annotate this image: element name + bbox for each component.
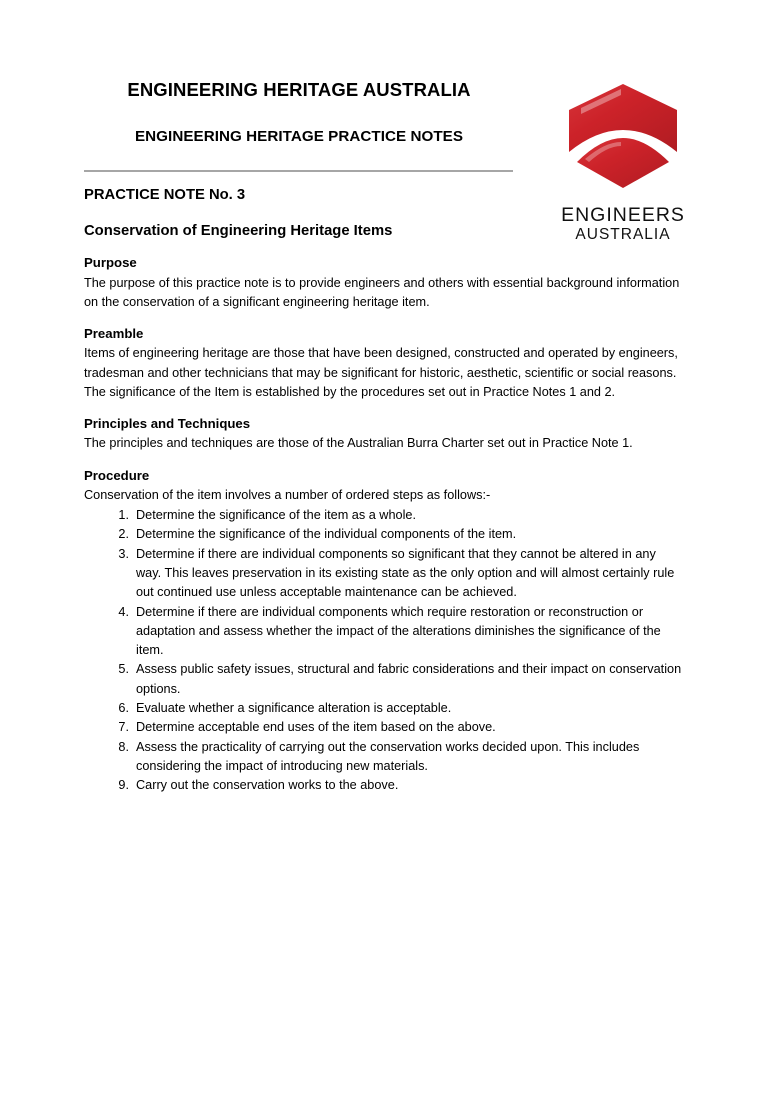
hexagon-logo-icon [561, 80, 685, 194]
procedure-intro: Conservation of the item involves a number of ordered steps as follows:- [84, 487, 491, 502]
list-item-text: Assess the practicality of carrying out the conservation works decided upon. This includes considering the impact of introducing new materials. [136, 739, 640, 773]
document-header [84, 78, 514, 146]
list-item [84, 776, 684, 795]
logo-word-engineers: ENGINEERS [561, 204, 685, 226]
list-item [84, 603, 684, 661]
page-title: ENGINEERING HERITAGE AUSTRALIA [127, 79, 471, 100]
list-item-number: 1. [118, 508, 129, 523]
section-heading-procedure: Procedure [84, 467, 150, 483]
section-heading-preamble: Preamble [84, 326, 144, 342]
section-procedure [84, 466, 684, 796]
list-item-text: Determine if there are individual components so significant that they cannot be altered in any way. This leaves preservation in its existing state as the only option and will almost certainly rule out continued use unless acceptable maintenance can be achieved. [136, 546, 675, 600]
practice-note-number: PRACTICE NOTE No. 3 [84, 187, 246, 203]
list-item [84, 738, 684, 777]
paragraph: The principles and techniques are those of the Australian Burra Charter set out in Practice Note 1. [84, 436, 633, 451]
procedure-step-list [84, 506, 684, 795]
list-item-number: 9. [118, 778, 129, 793]
paragraph: The significance of the Item is established by the procedures set out in Practice Notes 1 and 2. [84, 384, 616, 399]
list-item-number: 3. [118, 546, 129, 561]
section-principles-and-techniques [84, 414, 684, 453]
header-divider [84, 170, 513, 172]
section-preamble [84, 324, 684, 402]
section-purpose [84, 253, 684, 312]
list-item-number: 6. [118, 701, 129, 716]
practice-note-title: Conservation of Engineering Heritage Items [84, 223, 393, 240]
paragraph: The purpose of this practice note is to provide engineers and others with essential background information on the conservation of a significant engineering heritage item. [84, 275, 680, 309]
list-item-text: Assess public safety issues, structural and fabric considerations and their impact on conservation options. [136, 662, 682, 696]
section-heading-principles: Principles and Techniques [84, 416, 251, 432]
list-item-text: Determine if there are individual components which require restoration or reconstruction or adaptation and assess whether the impact of the alterations diminishes the significance of the item. [136, 604, 661, 658]
list-item [84, 525, 684, 544]
list-item-number: 8. [118, 739, 129, 754]
list-item [84, 506, 684, 525]
list-item [84, 660, 684, 699]
list-item [84, 718, 684, 737]
list-item-text: Determine the significance of the individual components of the item. [136, 527, 517, 542]
list-item-number: 5. [118, 662, 129, 677]
list-item-text: Evaluate whether a significance alteration is acceptable. [136, 701, 452, 716]
list-item [84, 699, 684, 718]
paragraph: Items of engineering heritage are those that have been designed, constructed and operated by engineers, tradesman and other technicians that may be significant for historic, aesthetic, scientific or social reasons. [84, 346, 678, 380]
logo-word-australia: AUSTRALIA [575, 226, 671, 244]
list-item-text: Determine the significance of the item as a whole. [136, 508, 416, 523]
document-body [84, 186, 684, 796]
list-item-number: 4. [118, 604, 129, 619]
list-item [84, 545, 684, 603]
list-item-number: 7. [118, 720, 129, 735]
page-subtitle: ENGINEERING HERITAGE PRACTICE NOTES [134, 128, 464, 146]
list-item-number: 2. [118, 527, 129, 542]
section-heading-purpose: Purpose [84, 255, 137, 271]
list-item-text: Carry out the conservation works to the above. [136, 778, 399, 793]
list-item-text: Determine acceptable end uses of the item based on the above. [136, 720, 496, 735]
